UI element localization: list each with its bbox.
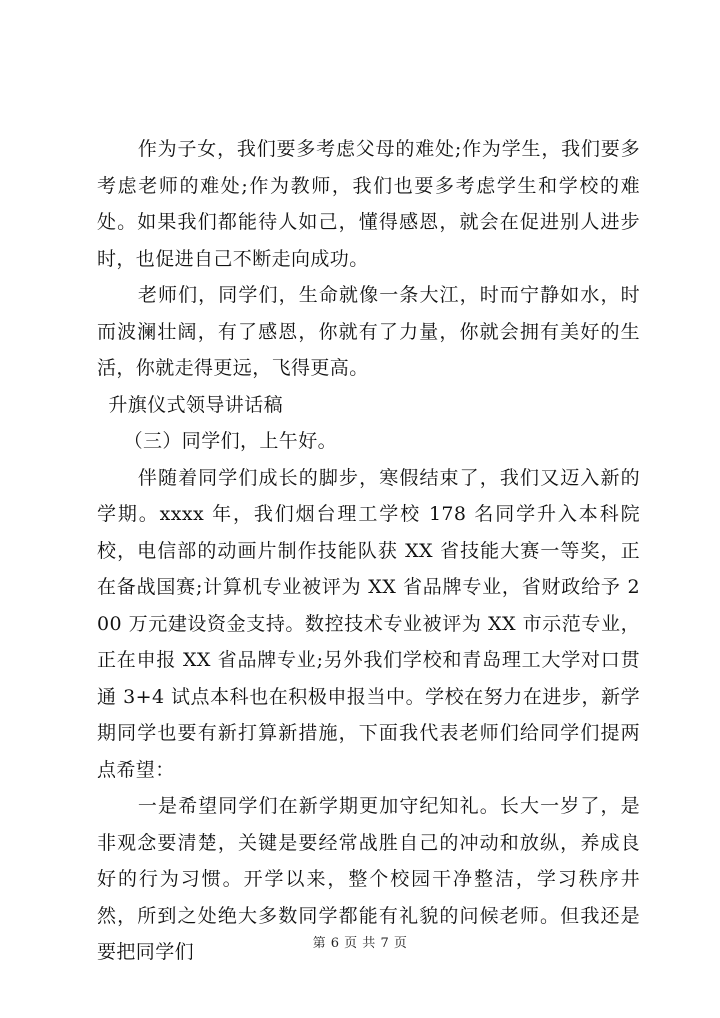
paragraph-4: 一是希望同学们在新学期更加守纪知礼。长大一岁了，是非观念要清楚，关键是要经常战胜自己的冲动和放纵，养成良好的行为习惯。开学以来，整个校园干净整洁，学习秩序井然，所到之处绝大多数同学都能有礼貌的问候老师。但我还是要把同学们 — [97, 795, 640, 963]
paragraph-3: 伴随着同学们成长的脚步，寒假结束了，我们又迈入新的学期。xxxx 年，我们烟台理工学校 178 名同学升入本科院校，电信部的动画片制作技能队获 XX 省技能大赛一等奖，正在备战国赛;计算机专业被评为 XX 省品牌专业，省财政给予 200 万元建设资金支持。数控技术专业被评为 XX 市示范专业，正在申报 XX 省品牌专业;另外我们学校和青岛理工大学对口贯通 3+4 试点本科也在积极申报当中。学校在努力在进步，新学期同学也要有新打算新措施，下面我代表老师们给同学们提两点希望： — [97, 466, 640, 781]
section-title: 升旗仪式领导讲话稿 — [108, 393, 283, 416]
document-body — [97, 131, 640, 971]
greeting-line: （三）同学们，上午好。 — [123, 430, 337, 452]
paragraph-2: 老师们，同学们，生命就像一条大江，时而宁静如水，时而波澜壮阔，有了感恩，你就有了力量，你就会拥有美好的生活，你就走得更远，飞得更高。 — [97, 284, 640, 379]
paragraph-1: 作为子女，我们要多考虑父母的难处;作为学生，我们要多考虑老师的难处;作为教师，我们也要多考虑学生和学校的难处。如果我们都能待人如己，懂得感恩，就会在促进别人进步时，也促进自己不断走向成功。 — [97, 138, 640, 270]
page-number-footer: 第 6 页 共 7 页 — [312, 936, 408, 951]
